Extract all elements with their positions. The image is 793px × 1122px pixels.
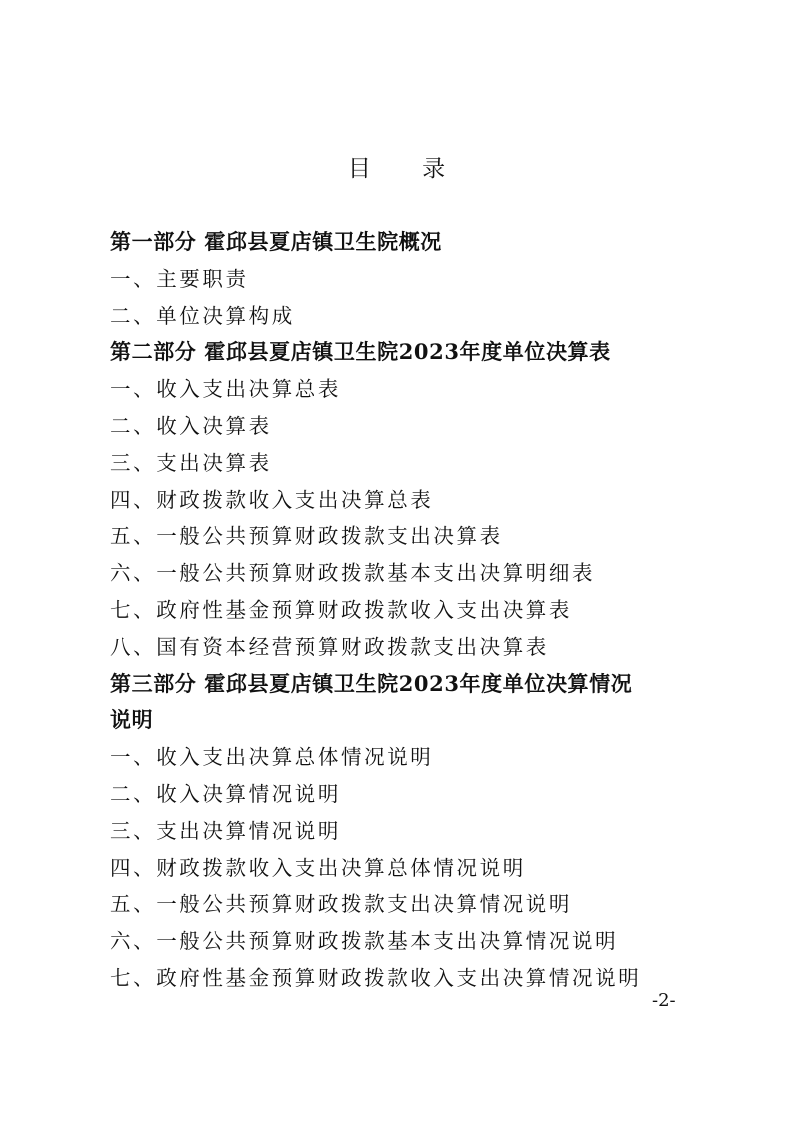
toc-item: 四、财政拨款收入支出决算总表 bbox=[110, 487, 434, 512]
toc-item: 五、一般公共预算财政拨款支出决算情况说明 bbox=[110, 892, 572, 917]
toc-item: 六、一般公共预算财政拨款基本支出决算明细表 bbox=[110, 561, 596, 586]
toc-part-3: 第三部分 霍邱县夏店镇卫生院2023年度单位决算情况 bbox=[110, 670, 633, 696]
toc-item: 三、支出决算表 bbox=[110, 450, 272, 475]
toc-item: 五、一般公共预算财政拨款支出决算表 bbox=[110, 524, 503, 549]
toc-item: 一、收入支出决算总体情况说明 bbox=[110, 745, 434, 770]
toc-part-1: 第一部分 霍邱县夏店镇卫生院概况 bbox=[110, 229, 442, 254]
toc-item: 二、单位决算构成 bbox=[110, 303, 295, 328]
toc-item: 八、国有资本经营预算财政拨款支出决算表 bbox=[110, 634, 549, 659]
toc-item: 二、收入决算表 bbox=[110, 413, 272, 438]
toc-item: 三、支出决算情况说明 bbox=[110, 818, 341, 843]
toc-item: 二、收入决算情况说明 bbox=[110, 781, 341, 806]
toc-item: 六、一般公共预算财政拨款基本支出决算情况说明 bbox=[110, 929, 619, 954]
toc-part-2: 第二部分 霍邱县夏店镇卫生院2023年度单位决算表 bbox=[110, 339, 611, 365]
table-of-contents bbox=[110, 224, 710, 997]
page-number: -2- bbox=[652, 990, 676, 1011]
toc-item: 一、主要职责 bbox=[110, 266, 249, 291]
toc-item: 一、收入支出决算总表 bbox=[110, 377, 341, 402]
page-title: 目 录 bbox=[347, 156, 468, 182]
toc-item: 七、政府性基金预算财政拨款收入支出决算情况说明 bbox=[110, 965, 642, 990]
toc-item: 七、政府性基金预算财政拨款收入支出决算表 bbox=[110, 597, 572, 622]
toc-item: 四、财政拨款收入支出决算总体情况说明 bbox=[110, 855, 526, 880]
toc-part-3-continued: 说明 bbox=[110, 707, 154, 733]
